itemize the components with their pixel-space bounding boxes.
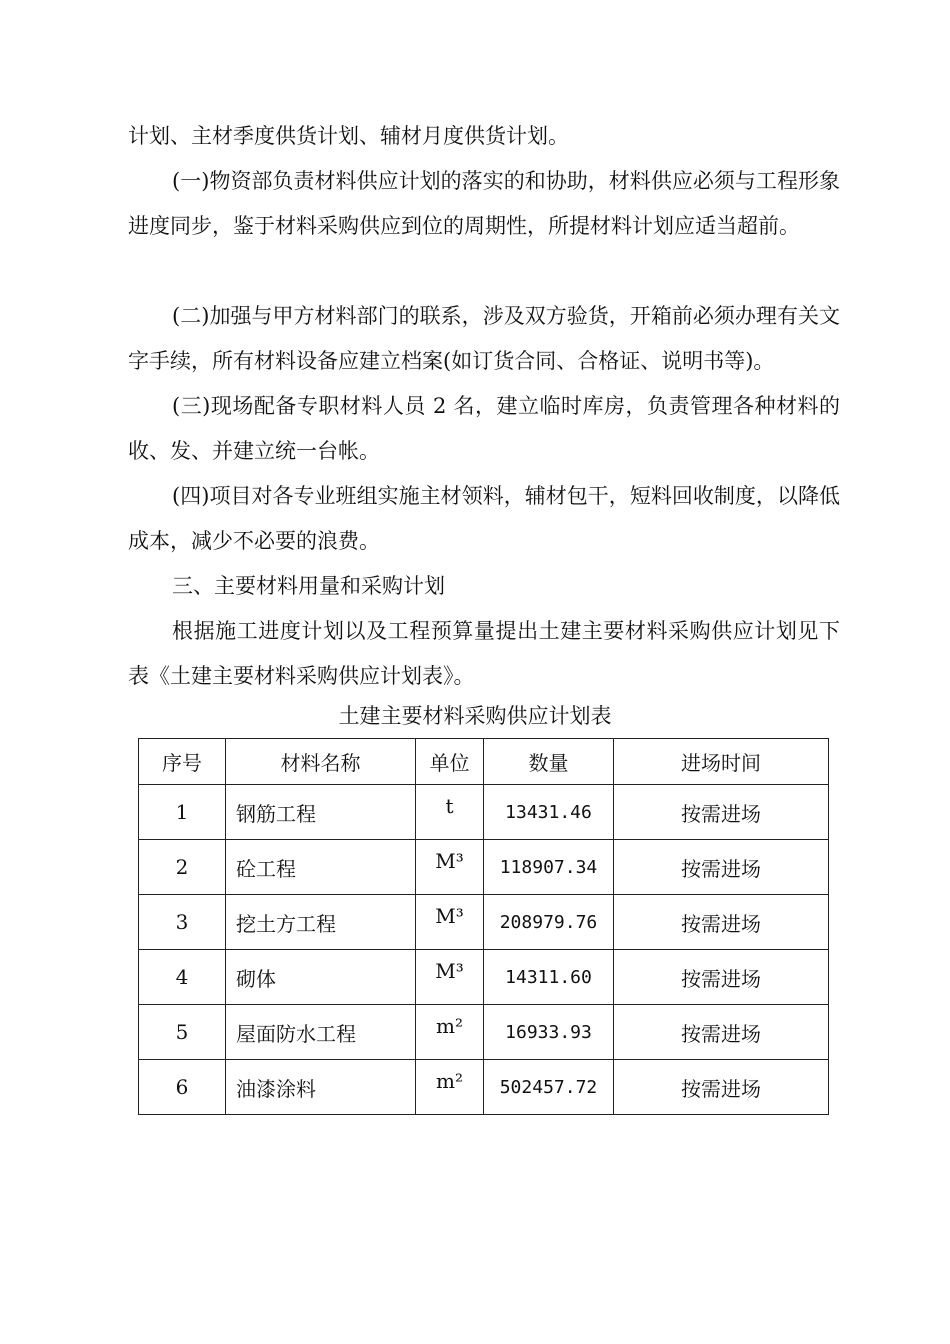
cell-material-name: 油漆涂料 bbox=[226, 1060, 416, 1115]
header-quantity: 数量 bbox=[484, 739, 614, 785]
cell-arrival-time: 按需进场 bbox=[614, 840, 829, 895]
materials-table bbox=[138, 738, 829, 1115]
table-title: 土建主要材料采购供应计划表 bbox=[338, 704, 612, 728]
cell-quantity: 118907.34 bbox=[484, 840, 614, 895]
cell-arrival-time: 按需进场 bbox=[614, 895, 829, 950]
cell-unit: m² bbox=[416, 1060, 484, 1115]
cell-material-name: 屋面防水工程 bbox=[226, 1005, 416, 1060]
cell-unit: M³ bbox=[416, 950, 484, 1005]
section-heading: 三、主要材料用量和采购计划 bbox=[172, 574, 445, 598]
paragraph-item-2: (二)加强与甲方材料部门的联系，涉及双方验货，开箱前必须办理有关文字手续，所有材料设备应建立档案(如订货合同、合格证、说明书等)。 bbox=[128, 304, 840, 373]
cell-seq: 1 bbox=[139, 785, 226, 840]
cell-seq: 6 bbox=[139, 1060, 226, 1115]
header-material-name: 材料名称 bbox=[226, 739, 416, 785]
header-unit: 单位 bbox=[416, 739, 484, 785]
header-arrival-time: 进场时间 bbox=[614, 739, 829, 785]
table-row bbox=[139, 840, 829, 895]
cell-seq: 5 bbox=[139, 1005, 226, 1060]
paragraph-table-intro: 根据施工进度计划以及工程预算量提出土建主要材料采购供应计划见下表《土建主要材料采购供应计划表》。 bbox=[128, 619, 840, 688]
table-header-row bbox=[139, 739, 829, 785]
cell-arrival-time: 按需进场 bbox=[614, 785, 829, 840]
cell-material-name: 钢筋工程 bbox=[226, 785, 416, 840]
cell-unit: M³ bbox=[416, 895, 484, 950]
cell-seq: 3 bbox=[139, 895, 226, 950]
cell-arrival-time: 按需进场 bbox=[614, 1060, 829, 1115]
cell-seq: 4 bbox=[139, 950, 226, 1005]
cell-unit: t bbox=[416, 785, 484, 840]
cell-quantity: 13431.46 bbox=[484, 785, 614, 840]
cell-unit: m² bbox=[416, 1005, 484, 1060]
table-row bbox=[139, 785, 829, 840]
cell-material-name: 挖土方工程 bbox=[226, 895, 416, 950]
cell-quantity: 208979.76 bbox=[484, 895, 614, 950]
cell-arrival-time: 按需进场 bbox=[614, 1005, 829, 1060]
cell-material-name: 砌体 bbox=[226, 950, 416, 1005]
cell-quantity: 16933.93 bbox=[484, 1005, 614, 1060]
paragraph-item-1: (一)物资部负责材料供应计划的落实的和协助，材料供应必须与工程形象进度同步，鉴于材料采购供应到位的周期性，所提材料计划应适当超前。 bbox=[128, 169, 840, 238]
table-row bbox=[139, 1005, 829, 1060]
table-row bbox=[139, 950, 829, 1005]
cell-quantity: 14311.60 bbox=[484, 950, 614, 1005]
paragraph-continuation: 计划、主材季度供货计划、辅材月度供货计划。 bbox=[128, 124, 569, 148]
table-row bbox=[139, 1060, 829, 1115]
paragraph-item-4: (四)项目对各专业班组实施主材领料，辅材包干，短料回收制度，以降低成本，减少不必要的浪费。 bbox=[128, 484, 840, 553]
table-row bbox=[139, 895, 829, 950]
cell-quantity: 502457.72 bbox=[484, 1060, 614, 1115]
cell-unit: M³ bbox=[416, 840, 484, 895]
cell-seq: 2 bbox=[139, 840, 226, 895]
table-double-border bbox=[828, 738, 829, 1062]
header-seq: 序号 bbox=[139, 739, 226, 785]
cell-arrival-time: 按需进场 bbox=[614, 950, 829, 1005]
paragraph-item-3: (三)现场配备专职材料人员 2 名，建立临时库房，负责管理各种材料的收、发、并建立统一台帐。 bbox=[128, 394, 840, 463]
cell-material-name: 砼工程 bbox=[226, 840, 416, 895]
